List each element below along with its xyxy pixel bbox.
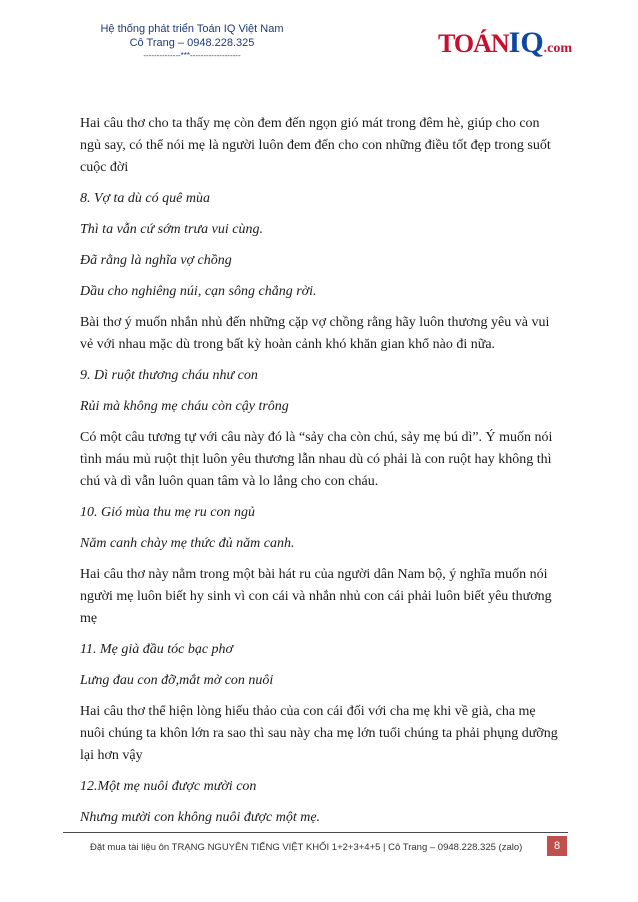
paragraph: Hai câu thơ này nằm trong một bài hát ru của người dân Nam bộ, ý nghĩa muốn nói người mẹ luôn biết hy sinh vì con cái và nhắn nhủ con cái phải luôn biết yêu thương mẹ — [80, 567, 552, 626]
poem-line: 12.Một mẹ nuôi được mười con — [80, 779, 257, 794]
poem-line: Đã rằng là nghĩa vợ chồng — [80, 253, 232, 268]
poem-line: 10. Gió mùa thu mẹ ru con ngủ — [80, 505, 255, 520]
header-info — [82, 22, 302, 62]
paragraph: Bài thơ ý muốn nhắn nhủ đến những cặp vợ chồng rằng hãy luôn thương yêu và vui vẻ với nhau mặc dù trong bất kỳ hoàn cảnh khó khăn gian khổ nào đi nữa. — [80, 315, 550, 352]
paragraph: Hai câu thơ cho ta thấy mẹ còn đem đến ngọn gió mát trong đêm hè, giúp cho con ngủ say, có thể nói mẹ là người luôn đem đến cho con những điều tốt đẹp trong suốt cuộc đời — [80, 116, 551, 175]
paragraph: Hai câu thơ thể hiện lòng hiếu thảo của con cái đối với cha mẹ khi về già, cha mẹ nuôi chúng ta khôn lớn ra sao thì sau này cha mẹ lớn tuổi chúng ta phải phụng dưỡng lại hơn vậy — [80, 704, 558, 763]
poem-line: Lưng đau con đỡ,mắt mờ con nuôi — [80, 673, 274, 688]
logo-text-com: .com — [543, 41, 573, 56]
paragraph: Có một câu tương tự với câu này đó là “sảy cha còn chú, sảy mẹ bú dì”. Ý muốn nói tình máu mủ ruột thịt luôn yêu thương lẫn nhau dù có phải là con ruột hay không thì chú và dì vẫn luôn quan tâm và lo lắng cho con cháu. — [80, 430, 553, 489]
poem-line: Dầu cho nghiêng núi, cạn sông chẳng rời. — [80, 284, 317, 299]
poem-line: Nhưng mười con không nuôi được một mẹ. — [80, 810, 321, 825]
footer-text: Đặt mua tài liệu ôn TRẠNG NGUYÊN TIẾNG VIỆT KHỐI 1+2+3+4+5 | Cô Trang – 0948.228.325 (zalo) — [90, 842, 523, 853]
footer-divider — [63, 832, 568, 833]
logo-text-toan: TOÁN — [438, 29, 509, 58]
page-number: 8 — [547, 836, 567, 856]
poem-line: Năm canh chày mẹ thức đủ năm canh. — [80, 536, 295, 551]
poem-line: 9. Dì ruột thương cháu như con — [80, 368, 258, 383]
document-body — [80, 113, 564, 838]
header-org-name: Hệ thống phát triển Toán IQ Việt Nam — [100, 23, 284, 35]
poem-line: 8. Vợ ta dù có quê mùa — [80, 191, 210, 206]
poem-line: Thì ta vẫn cứ sớm trưa vui cùng. — [80, 222, 263, 237]
logo-text-iq: IQ — [508, 26, 544, 59]
poem-line: Rủi mà không mẹ cháu còn cậy trông — [80, 399, 289, 414]
toaniq-logo — [438, 26, 572, 60]
header-contact: Cô Trang – 0948.228.325 — [129, 37, 255, 49]
poem-line: 11. Mẹ già đầu tóc bạc phơ — [80, 642, 234, 657]
header-separator: --------------***------------------- — [143, 51, 241, 60]
